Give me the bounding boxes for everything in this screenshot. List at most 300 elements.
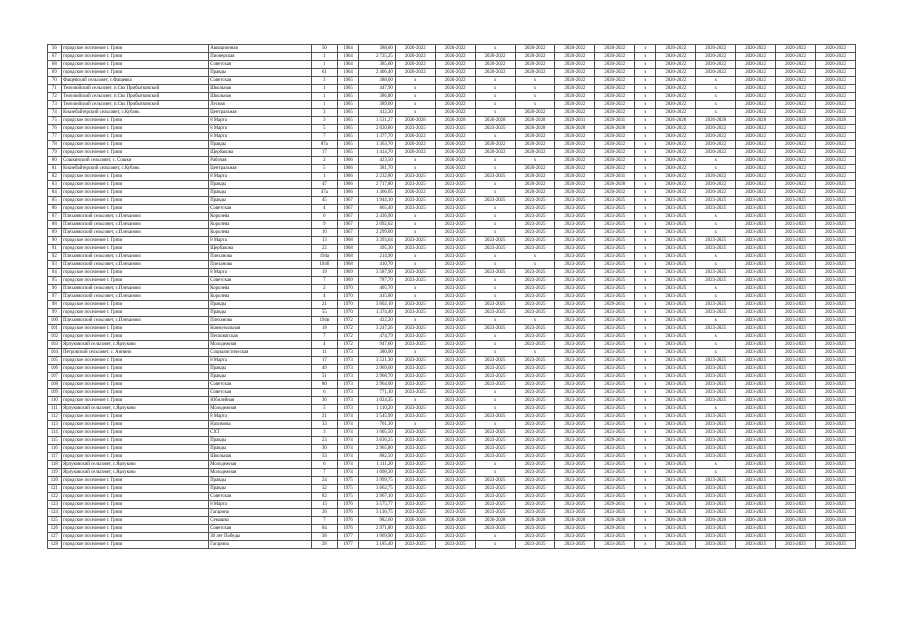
cell-term-12: 2023-2025 xyxy=(815,389,855,397)
cell-term-10: 2023-2025 xyxy=(736,485,776,493)
cell-term-11: 2020-2022 xyxy=(776,125,816,133)
cell-term-6: 2020-2022 xyxy=(595,109,635,117)
cell-term-1: 2020-2022 xyxy=(395,53,435,61)
cell-term-6: 2023-2025 xyxy=(595,197,635,205)
cell-term-2: 2020-2022 xyxy=(435,61,475,69)
cell-term-12: 2020-2022 xyxy=(815,101,855,109)
cell-term-8: 2020-2022 xyxy=(656,45,696,53)
cell-settlement: городское поселение г. Грязи xyxy=(61,269,208,277)
cell-term-9: 2023-2025 xyxy=(696,493,736,501)
cell-term-2: 2023-2025 xyxy=(435,181,475,189)
cell-term-3: 2023-2025 xyxy=(475,501,515,509)
cell-term-6: 2023-2025 xyxy=(595,477,635,485)
cell-term-7: х xyxy=(635,117,656,125)
cell-term-4: 2023-2025 xyxy=(515,509,555,517)
cell-term-5: 2023-2025 xyxy=(555,309,595,317)
cell-build-year: 1965 xyxy=(337,85,358,93)
cell-term-4: х xyxy=(515,317,555,325)
cell-term-11: 2020-2022 xyxy=(776,165,816,173)
cell-term-4: 2023-2025 xyxy=(515,389,555,397)
cell-settlement: городское поселение г. Грязи xyxy=(61,53,208,61)
cell-term-6: 2023-2025 xyxy=(595,333,635,341)
cell-term-4: 2020-2022 xyxy=(515,133,555,141)
cell-term-12: 2023-2025 xyxy=(815,317,855,325)
cell-row-number: 87 xyxy=(48,213,62,221)
cell-term-10: 2023-2025 xyxy=(736,453,776,461)
cell-term-10: 2023-2025 xyxy=(736,357,776,365)
cell-term-1: 2023-2025 xyxy=(395,389,435,397)
cell-row-number: 103 xyxy=(48,341,62,349)
cell-term-3: х xyxy=(475,461,515,469)
cell-house-number: 4 xyxy=(311,205,337,213)
cell-settlement: Плеханвоский сельсовет, с.Плеханово xyxy=(61,285,208,293)
cell-settlement: городское поселение г. Грязи xyxy=(61,301,208,309)
cell-street: Школьная xyxy=(208,93,311,101)
cell-term-1: 2023-2025 xyxy=(395,453,435,461)
cell-term-7: х xyxy=(635,61,656,69)
cell-row-number: 67 xyxy=(48,53,62,61)
table-row xyxy=(48,109,856,117)
cell-term-5: 2020-2022 xyxy=(555,141,595,149)
cell-term-9: х xyxy=(696,77,736,85)
cell-term-11: 2023-2025 xyxy=(776,213,816,221)
cell-term-3: х xyxy=(475,285,515,293)
cell-term-4: 2023-2025 xyxy=(515,429,555,437)
cell-term-1: 2023-2025 xyxy=(395,173,435,181)
cell-term-12: 2023-2025 xyxy=(815,277,855,285)
cell-term-8: 2020-2022 xyxy=(656,93,696,101)
cell-term-4: 2023-2025 xyxy=(515,493,555,501)
cell-term-3: х xyxy=(475,253,515,261)
table-row xyxy=(48,141,856,149)
cell-term-5: 2023-2025 xyxy=(555,229,595,237)
cell-term-6: 2023-2025 xyxy=(595,253,635,261)
cell-term-12: 2020-2022 xyxy=(815,125,855,133)
cell-term-9: х xyxy=(696,85,736,93)
cell-area: 1 111,20 xyxy=(358,461,395,469)
cell-term-12: 2023-2025 xyxy=(815,293,855,301)
cell-term-1: 2020-2022 xyxy=(395,61,435,69)
cell-term-5: 2020-2022 xyxy=(555,85,595,93)
cell-term-12: 2023-2025 xyxy=(815,413,855,421)
cell-build-year: 1970 xyxy=(337,293,358,301)
cell-term-8: 2023-2025 xyxy=(656,317,696,325)
cell-term-7: х xyxy=(635,245,656,253)
cell-term-9: х xyxy=(696,317,736,325)
cell-term-2: 2023-2025 xyxy=(435,277,475,285)
table-row xyxy=(48,445,856,453)
cell-term-1: х xyxy=(395,397,435,405)
cell-term-10: 2023-2025 xyxy=(736,333,776,341)
cell-term-6: 2023-2025 xyxy=(595,293,635,301)
cell-street: Юбилейная xyxy=(208,397,311,405)
cell-term-4: 2020-2022 xyxy=(515,189,555,197)
cell-term-4: 2026-2028 xyxy=(515,517,555,525)
cell-house-number: 13 xyxy=(311,237,337,245)
cell-term-8: 2020-2022 xyxy=(656,53,696,61)
cell-settlement: городское поселение г. Грязи xyxy=(61,413,208,421)
cell-street: Правды xyxy=(208,485,311,493)
cell-term-11: 2023-2025 xyxy=(776,541,816,549)
cell-term-1: 2023-2025 xyxy=(395,381,435,389)
cell-term-2: 2023-2025 xyxy=(435,357,475,365)
cell-term-2: 2020-2022 xyxy=(435,109,475,117)
table-row xyxy=(48,197,856,205)
cell-term-7: х xyxy=(635,285,656,293)
cell-term-4: 2023-2025 xyxy=(515,229,555,237)
cell-term-10: 2023-2025 xyxy=(736,469,776,477)
cell-term-3: 2020-2022 xyxy=(475,149,515,157)
cell-term-7: х xyxy=(635,253,656,261)
cell-term-3: 2023-2025 xyxy=(475,373,515,381)
cell-term-12: 2020-2022 xyxy=(815,69,855,77)
cell-house-number: 84 xyxy=(311,525,337,533)
cell-term-9: 2020-2022 xyxy=(696,141,736,149)
cell-term-10: 2026-2028 xyxy=(736,517,776,525)
cell-term-9: 2023-2025 xyxy=(696,413,736,421)
cell-term-10: 2023-2025 xyxy=(736,197,776,205)
cell-term-2: 2023-2025 xyxy=(435,205,475,213)
cell-term-1: 2023-2025 xyxy=(395,197,435,205)
cell-area: 405,70 xyxy=(358,285,395,293)
cell-term-4: х xyxy=(515,85,555,93)
cell-area: 1 098,30 xyxy=(358,469,395,477)
cell-term-9: 2023-2025 xyxy=(696,365,736,373)
cell-build-year: 1974 xyxy=(337,453,358,461)
cell-house-number: 5 xyxy=(311,165,337,173)
cell-term-11: 2026-2028 xyxy=(776,517,816,525)
cell-term-6: 2020-2022 xyxy=(595,61,635,69)
cell-term-2: 2023-2025 xyxy=(435,229,475,237)
cell-area: 2 406,40 xyxy=(358,69,395,77)
cell-term-2: 2023-2025 xyxy=(435,389,475,397)
cell-term-11: 2023-2025 xyxy=(776,317,816,325)
cell-street: Молодежная xyxy=(208,341,311,349)
cell-row-number: 112 xyxy=(48,413,62,421)
cell-term-11: 2023-2025 xyxy=(776,493,816,501)
cell-term-2: 2026-2028 xyxy=(435,517,475,525)
cell-build-year: 1965 xyxy=(337,117,358,125)
cell-street: Авиационная xyxy=(208,45,311,53)
cell-term-11: 2020-2022 xyxy=(776,149,816,157)
cell-term-1: 2023-2025 xyxy=(395,373,435,381)
cell-term-6: 2020-2022 xyxy=(595,133,635,141)
cell-term-1: 2023-2025 xyxy=(395,501,435,509)
cell-term-3: 2023-2025 xyxy=(475,245,515,253)
cell-term-3: х xyxy=(475,261,515,269)
cell-term-5: 2023-2025 xyxy=(555,533,595,541)
cell-term-6: 2026-2028 xyxy=(595,517,635,525)
cell-term-8: 2023-2025 xyxy=(656,245,696,253)
table-row xyxy=(48,245,856,253)
cell-term-5: 2023-2025 xyxy=(555,333,595,341)
cell-build-year: 1970 xyxy=(337,285,358,293)
cell-term-9: 2023-2025 xyxy=(696,509,736,517)
cell-row-number: 88 xyxy=(48,221,62,229)
cell-area: 2 299,00 xyxy=(358,229,395,237)
cell-term-8: 2020-2022 xyxy=(656,141,696,149)
cell-term-8: 2023-2025 xyxy=(656,221,696,229)
cell-settlement: городское поселение г. Грязи xyxy=(61,485,208,493)
cell-term-6: 2023-2025 xyxy=(595,237,635,245)
cell-term-4: 2020-2022 xyxy=(515,141,555,149)
cell-row-number: 111 xyxy=(48,405,62,413)
cell-term-8: 2020-2022 xyxy=(656,133,696,141)
cell-term-8: 2020-2022 xyxy=(656,101,696,109)
cell-term-9: х xyxy=(696,253,736,261)
cell-street: Советская xyxy=(208,205,311,213)
cell-term-6: 2020-2022 xyxy=(595,141,635,149)
cell-term-1: 2023-2025 xyxy=(395,405,435,413)
cell-street: 8 Марта xyxy=(208,269,311,277)
cell-term-1: х xyxy=(395,285,435,293)
cell-term-2: 2026-2028 xyxy=(435,117,475,125)
cell-settlement: городское поселение г. Грязи xyxy=(61,197,208,205)
cell-term-2: 2020-2022 xyxy=(435,101,475,109)
cell-term-1: 2023-2025 xyxy=(395,429,435,437)
cell-term-10: 2020-2022 xyxy=(736,149,776,157)
cell-term-8: 2023-2025 xyxy=(656,413,696,421)
cell-term-9: 2023-2025 xyxy=(696,277,736,285)
cell-term-8: 2023-2025 xyxy=(656,285,696,293)
cell-term-7: х xyxy=(635,405,656,413)
cell-term-12: 2023-2025 xyxy=(815,269,855,277)
cell-build-year: 1965 xyxy=(337,101,358,109)
table-row xyxy=(48,333,856,341)
cell-term-3: 2023-2025 xyxy=(475,509,515,517)
cell-term-8: 2023-2025 xyxy=(656,477,696,485)
cell-row-number: 127 xyxy=(48,533,62,541)
cell-term-3: 2023-2025 xyxy=(475,453,515,461)
cell-term-2: 2023-2025 xyxy=(435,293,475,301)
cell-street: Плеханова xyxy=(208,317,311,325)
cell-area: 3 247,26 xyxy=(358,325,395,333)
cell-term-12: 2020-2022 xyxy=(815,141,855,149)
cell-term-3: 2023-2025 xyxy=(475,197,515,205)
cell-term-10: 2023-2025 xyxy=(736,341,776,349)
cell-term-7: х xyxy=(635,269,656,277)
cell-term-10: 2023-2025 xyxy=(736,309,776,317)
cell-term-5: 2023-2025 xyxy=(555,197,595,205)
cell-street: 8 Марта xyxy=(208,237,311,245)
cell-build-year: 1973 xyxy=(337,405,358,413)
cell-build-year: 1967 xyxy=(337,197,358,205)
table-row xyxy=(48,381,856,389)
cell-term-11: 2020-2022 xyxy=(776,69,816,77)
cell-term-2: 2023-2025 xyxy=(435,509,475,517)
cell-row-number: 86 xyxy=(48,205,62,213)
cell-street: 8 Марта xyxy=(208,133,311,141)
cell-term-3: х xyxy=(475,349,515,357)
table-row xyxy=(48,77,856,85)
cell-build-year: 1965 xyxy=(337,77,358,85)
cell-term-4: 2023-2025 xyxy=(515,405,555,413)
cell-term-9: 2020-2022 xyxy=(696,45,736,53)
cell-row-number: 107 xyxy=(48,373,62,381)
cell-term-1: 2020-2022 xyxy=(395,141,435,149)
cell-term-12: 2020-2022 xyxy=(815,189,855,197)
cell-row-number: 102 xyxy=(48,333,62,341)
cell-row-number: 121 xyxy=(48,485,62,493)
cell-term-4: 2020-2022 xyxy=(515,165,555,173)
cell-term-6: 2020-2022 xyxy=(595,165,635,173)
cell-term-7: х xyxy=(635,341,656,349)
cell-street: 8 Марта xyxy=(208,125,311,133)
cell-term-6: 2023-2025 xyxy=(595,365,635,373)
table-row xyxy=(48,317,856,325)
cell-term-1: 2023-2025 xyxy=(395,477,435,485)
cell-term-9: х xyxy=(696,165,736,173)
cell-term-3: х xyxy=(475,333,515,341)
cell-area: 1 024,35 xyxy=(358,397,395,405)
cell-term-9: 2026-2028 xyxy=(696,517,736,525)
cell-house-number: 17 xyxy=(311,149,337,157)
cell-term-7: х xyxy=(635,413,656,421)
cell-build-year: 1975 xyxy=(337,493,358,501)
cell-build-year: 1973 xyxy=(337,397,358,405)
cell-term-1: 2026-2028 xyxy=(395,117,435,125)
cell-settlement: Петровский сельсовет, с. Аннино xyxy=(61,349,208,357)
cell-term-5: 2020-2022 xyxy=(555,93,595,101)
cell-term-7: х xyxy=(635,213,656,221)
cell-row-number: 105 xyxy=(48,357,62,365)
cell-term-8: 2020-2022 xyxy=(656,125,696,133)
cell-house-number: 5 xyxy=(311,405,337,413)
cell-house-number: 33 xyxy=(311,453,337,461)
cell-term-11: 2020-2022 xyxy=(776,53,816,61)
cell-row-number: 74 xyxy=(48,109,62,117)
cell-term-9: 2020-2022 xyxy=(696,61,736,69)
cell-term-6: 2029-2031 xyxy=(595,301,635,309)
table-row xyxy=(48,85,856,93)
cell-build-year: 1976 xyxy=(337,525,358,533)
cell-street: Правды xyxy=(208,189,311,197)
table-row xyxy=(48,53,856,61)
cell-term-6: 2023-2025 xyxy=(595,461,635,469)
cell-term-1: х xyxy=(395,109,435,117)
cell-term-12: 2020-2025 xyxy=(815,181,855,189)
cell-term-9: х xyxy=(696,221,736,229)
cell-term-8: 2023-2025 xyxy=(656,229,696,237)
cell-row-number: 92 xyxy=(48,253,62,261)
cell-term-1: 2023-2025 xyxy=(395,509,435,517)
cell-term-11: 2020-2022 xyxy=(776,77,816,85)
cell-term-7: х xyxy=(635,165,656,173)
cell-term-5: 2023-2025 xyxy=(555,501,595,509)
cell-build-year: 1973 xyxy=(337,365,358,373)
cell-term-2: 2023-2025 xyxy=(435,501,475,509)
cell-term-8: 2023-2025 xyxy=(656,509,696,517)
cell-house-number: 7 xyxy=(311,333,337,341)
cell-term-7: х xyxy=(635,157,656,165)
cell-build-year: 1973 xyxy=(337,389,358,397)
cell-term-10: 2023-2025 xyxy=(736,525,776,533)
cell-row-number: 78 xyxy=(48,141,62,149)
cell-row-number: 90 xyxy=(48,237,62,245)
cell-area: 381,70 xyxy=(358,165,395,173)
cell-term-7: х xyxy=(635,189,656,197)
cell-term-6: 2023-2025 xyxy=(595,373,635,381)
cell-settlement: городское поселение г. Грязи xyxy=(61,189,208,197)
cell-term-11: 2023-2025 xyxy=(776,413,816,421)
cell-term-3: х xyxy=(475,45,515,53)
cell-street: Плеханова xyxy=(208,261,311,269)
cell-term-6: 2029-2031 xyxy=(595,525,635,533)
cell-street: Правды xyxy=(208,437,311,445)
cell-area: 415,00 xyxy=(358,293,395,301)
cell-term-7: х xyxy=(635,181,656,189)
cell-build-year: 1966 xyxy=(337,157,358,165)
cell-term-11: 2023-2025 xyxy=(776,293,816,301)
cell-term-10: 2023-2025 xyxy=(736,541,776,549)
cell-row-number: 97 xyxy=(48,293,62,301)
cell-row-number: 126 xyxy=(48,525,62,533)
cell-term-12: 2023-2025 xyxy=(815,445,855,453)
cell-term-8: 2026-2028 xyxy=(656,517,696,525)
cell-term-7: х xyxy=(635,229,656,237)
cell-build-year: 1974 xyxy=(337,429,358,437)
cell-area: 2 092,62 xyxy=(358,221,395,229)
cell-area: 1 944,10 xyxy=(358,197,395,205)
cell-term-11: 2023-2025 xyxy=(776,237,816,245)
cell-settlement: городское поселение г. Грязи xyxy=(61,365,208,373)
cell-term-5: 2023-2025 xyxy=(555,493,595,501)
cell-term-10: 2020-2022 xyxy=(736,189,776,197)
cell-term-7: х xyxy=(635,333,656,341)
cell-term-7: х xyxy=(635,133,656,141)
cell-build-year: 1974 xyxy=(337,413,358,421)
cell-term-6: 2023-2025 xyxy=(595,317,635,325)
cell-term-1: 2020-2022 xyxy=(395,149,435,157)
cell-build-year: 1965 xyxy=(337,109,358,117)
cell-term-3: х xyxy=(475,101,515,109)
cell-house-number: 15 xyxy=(311,501,337,509)
cell-house-number: 18 xyxy=(311,325,337,333)
cell-row-number: 128 xyxy=(48,541,62,549)
cell-term-9: 2020-2022 xyxy=(696,69,736,77)
cell-term-8: 2023-2025 xyxy=(656,213,696,221)
cell-term-10: 2023-2025 xyxy=(736,421,776,429)
cell-term-6: 2023-2025 xyxy=(595,285,635,293)
cell-settlement: Ярлуковский сельсовет, с.Ярлуково xyxy=(61,469,208,477)
cell-term-5: 2023-2025 xyxy=(555,221,595,229)
cell-term-6: 2023-2025 xyxy=(595,341,635,349)
cell-row-number: 69 xyxy=(48,69,62,77)
cell-term-9: х xyxy=(696,93,736,101)
cell-house-number: 3 xyxy=(311,109,337,117)
cell-term-9: х xyxy=(696,261,736,269)
cell-term-7: х xyxy=(635,109,656,117)
cell-term-6: 2020-2022 xyxy=(595,53,635,61)
cell-term-5: 2020-2022 xyxy=(555,133,595,141)
cell-term-4: 2023-2025 xyxy=(515,533,555,541)
cell-term-10: 2020-2022 xyxy=(736,125,776,133)
cell-term-10: 2020-2022 xyxy=(736,141,776,149)
cell-term-5: 2023-2025 xyxy=(555,261,595,269)
cell-term-1: 2026-2028 xyxy=(395,517,435,525)
cell-house-number: 1 xyxy=(311,61,337,69)
cell-area: 2 965,80 xyxy=(358,445,395,453)
cell-term-2: 2020-2022 xyxy=(435,45,475,53)
cell-build-year: 1965 xyxy=(337,133,358,141)
cell-term-2: 2023-2025 xyxy=(435,485,475,493)
cell-term-8: 2023-2025 xyxy=(656,301,696,309)
cell-term-10: 2023-2025 xyxy=(736,429,776,437)
cell-term-1: х xyxy=(395,261,435,269)
cell-build-year: 1973 xyxy=(337,349,358,357)
cell-term-6: 2023-2025 xyxy=(595,469,635,477)
cell-term-5: 2023-2025 xyxy=(555,437,595,445)
